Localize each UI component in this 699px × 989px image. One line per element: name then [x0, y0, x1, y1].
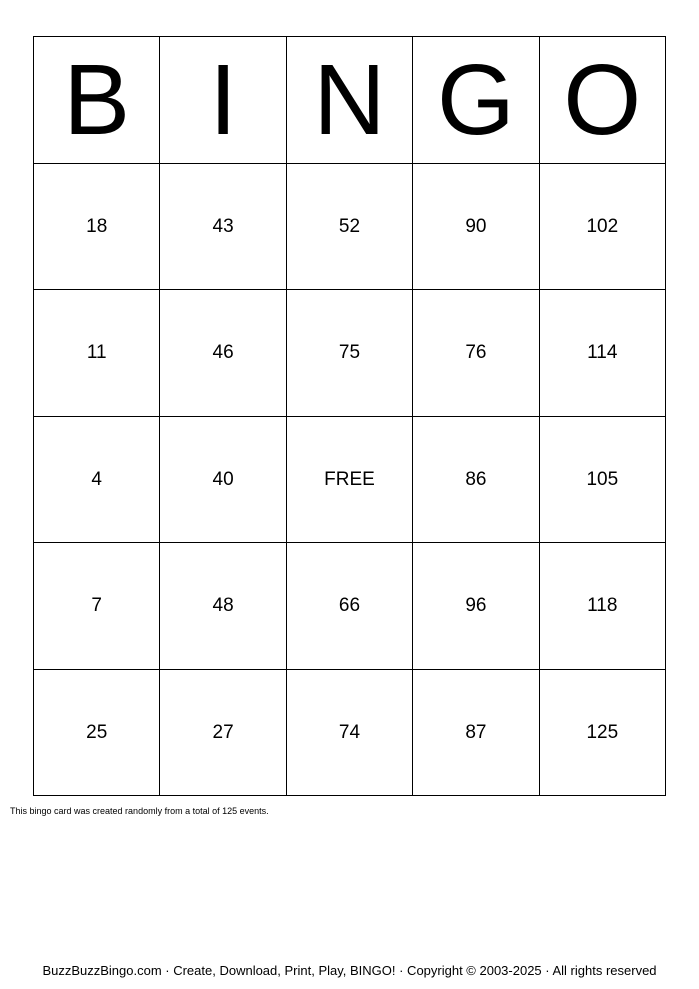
cell-value: 40 [212, 468, 234, 490]
cell-value: 66 [338, 595, 361, 617]
bingo-cell [160, 290, 286, 417]
bingo-cell [287, 670, 413, 797]
header-cell-o [540, 37, 666, 164]
bingo-cell [413, 164, 539, 291]
header-letter: G [436, 43, 515, 156]
cell-value: 46 [212, 342, 234, 364]
cell-value: 105 [586, 468, 619, 490]
cell-value: 11 [86, 342, 107, 364]
cell-value: 114 [587, 342, 618, 364]
cell-value: 86 [465, 468, 487, 490]
cell-value: 74 [338, 721, 361, 743]
bingo-cell [540, 290, 666, 417]
bingo-cell [413, 290, 539, 417]
bingo-cell [160, 543, 286, 670]
cell-value: FREE [324, 468, 375, 490]
bingo-cell [540, 417, 666, 544]
card-note: This bingo card was created randomly from a total of 125 events. [10, 806, 269, 816]
cell-value: 75 [338, 342, 361, 364]
bingo-cell [287, 290, 413, 417]
bingo-cell [413, 417, 539, 544]
cell-value: 87 [465, 721, 487, 743]
bingo-cell [160, 670, 286, 797]
header-cell-n [287, 37, 413, 164]
bingo-cell [34, 543, 160, 670]
bingo-card [33, 36, 666, 796]
cell-value: 118 [587, 595, 618, 617]
cell-value: 76 [465, 342, 487, 364]
bingo-cell [160, 417, 286, 544]
cell-value: 90 [465, 215, 487, 237]
header-letter: O [563, 43, 642, 156]
header-cell-b [34, 37, 160, 164]
bingo-cell [287, 543, 413, 670]
bingo-cell [160, 164, 286, 291]
cell-value: 102 [586, 215, 619, 237]
bingo-cell [34, 670, 160, 797]
cell-value: 27 [212, 721, 234, 743]
bingo-cell [413, 670, 539, 797]
bingo-cell [540, 164, 666, 291]
header-letter: B [63, 43, 131, 156]
bingo-cell [413, 543, 539, 670]
cell-value: 96 [465, 595, 487, 617]
cell-value: 4 [91, 468, 102, 490]
cell-value: 125 [586, 721, 619, 743]
bingo-cell [34, 164, 160, 291]
cell-value: 7 [91, 595, 102, 617]
cell-value: 52 [338, 215, 361, 237]
header-cell-i [160, 37, 286, 164]
header-cell-g [413, 37, 539, 164]
cell-value: 18 [86, 215, 108, 237]
bingo-cell [34, 290, 160, 417]
bingo-cell [540, 543, 666, 670]
cell-value: 25 [86, 721, 108, 743]
bingo-cell [287, 164, 413, 291]
free-space-cell [287, 417, 413, 544]
page-footer: BuzzBuzzBingo.com · Create, Download, Print, Play, BINGO! · Copyright © 2003-2025 · All rights reserved [42, 963, 657, 978]
bingo-cell [540, 670, 666, 797]
cell-value: 43 [212, 215, 234, 237]
bingo-cell [34, 417, 160, 544]
cell-value: 48 [212, 595, 234, 617]
header-letter: N [313, 43, 386, 156]
header-letter: I [209, 43, 237, 156]
